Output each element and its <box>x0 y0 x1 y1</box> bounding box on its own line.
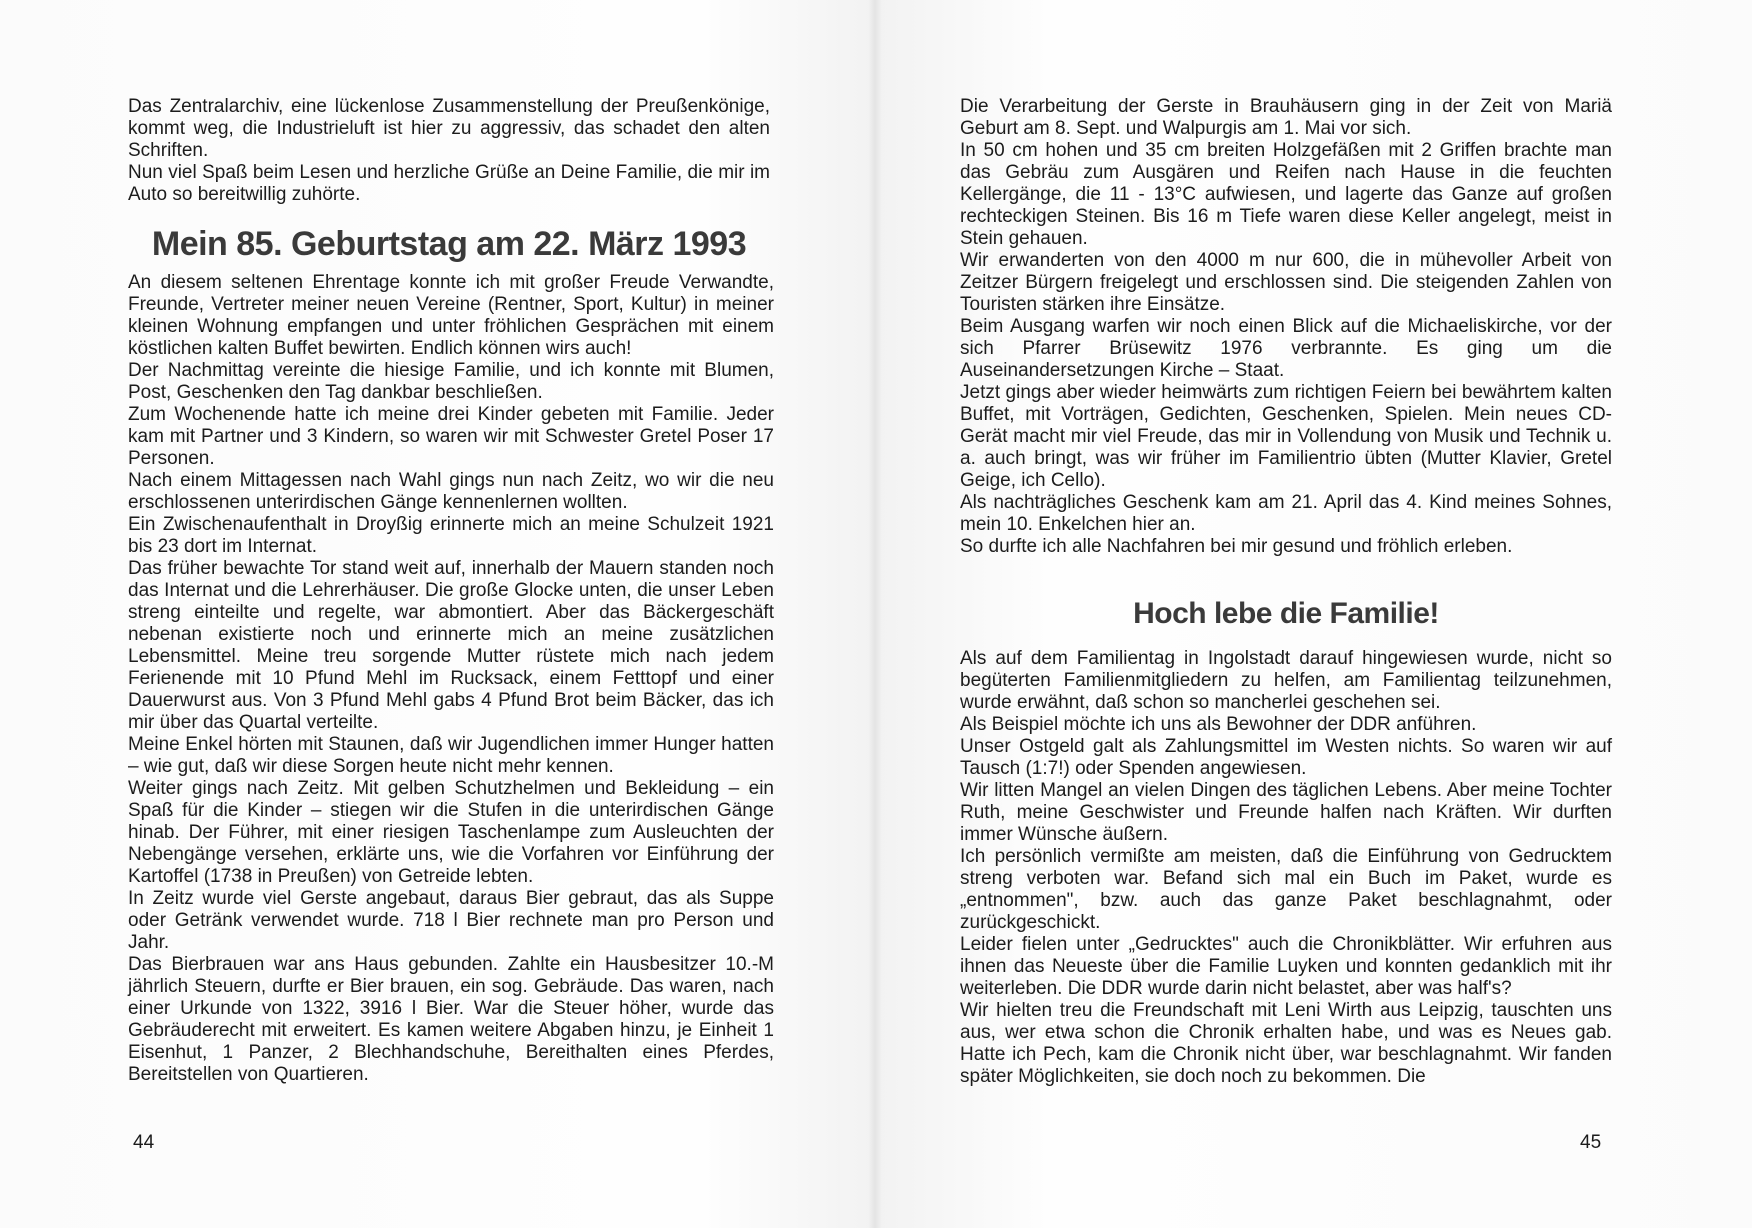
page-number-right: 45 <box>1580 1132 1602 1153</box>
right-body-paragraph: Wir hielten treu die Freundschaft mit Leni Wirth aus Leipzig, tauschten uns aus, wer etwa schon die Chronik erhalten habe, und was es Neues gab. Hatte ich Pech, kam die Chronik nicht über, war beschlagnahmt. Wir fanden später Möglichkeiten, sie doch noch zu bekommen. Die <box>960 1000 1612 1087</box>
right-body-text <box>960 648 1612 1088</box>
left-body-paragraph: In Zeitz wurde viel Gerste angebaut, daraus Bier gebraut, das als Suppe oder Getränk verwendet wurde. 718 l Bier rechnete man pro Person und Jahr. <box>128 888 774 953</box>
right-top-paragraph: So durfte ich alle Nachfahren bei mir gesund und fröhlich erleben. <box>960 536 1513 557</box>
right-top-paragraph: In 50 cm hohen und 35 cm breiten Holzgefäßen mit 2 Griffen brachte man das Gebräu zum Ausgären und Reifen nach Hause in die feuchten Kellergänge, die 11 - 13°C aufwiesen, und lagerte das Ganze auf großen rechteckigen Steinen. Bis 16 m Tiefe waren diese Keller angelegt, meist in Stein gehauen. <box>960 140 1612 249</box>
right-top-paragraph: Beim Ausgang warfen wir noch einen Blick auf die Michaeliskirche, vor der sich Pfarrer Brüsewitz 1976 verbrannte. Es ging um die Auseinandersetzungen Kirche – Staat. <box>960 316 1612 381</box>
right-section-heading: Hoch lebe die Familie! <box>1133 597 1439 630</box>
right-body-paragraph: Ich persönlich vermißte am meisten, daß die Einführung von Gedrucktem streng verboten war. Befand sich mal ein Buch im Paket, wurde es „entnommen", bzw. auch das ganze Paket beschlagnahmt, oder zurückgeschickt. <box>960 846 1612 933</box>
right-top-paragraph: Wir erwanderten von den 4000 m nur 600, die in mühevoller Arbeit von Zeitzer Bürgern freigelegt und erschlossen sind. Die steigenden Zahlen von Touristen stärken ihre Einsätze. <box>960 250 1612 315</box>
right-body-paragraph: Als Beispiel möchte ich uns als Bewohner der DDR anführen. <box>960 714 1477 735</box>
right-body-paragraph: Als auf dem Familientag in Ingolstadt darauf hingewiesen wurde, nicht so begüterten Familienmitgliedern zu helfen, am Familientag teilzunehmen, wurde erwähnt, daß schon so mancherlei geschehen sei. <box>960 648 1612 713</box>
left-body-paragraph: Weiter gings nach Zeitz. Mit gelben Schutzhelmen und Bekleidung – ein Spaß für die Kinder – stiegen wir die Stufen in die unterirdischen Gänge hinab. Der Führer, mit einer riesigen Taschenlampe zum Ausleuchten der Nebengänge versehen, erklärte uns, wie die Vorfahren vor Einführung der Kartoffel (1738 in Preußen) von Getreide lebten. <box>128 778 774 887</box>
right-top-text <box>960 96 1612 558</box>
left-body-paragraph: Das Bierbrauen war ans Haus gebunden. Zahlte ein Hausbesitzer 10.-M jährlich Steuern, durfte er Bier brauen, ein sog. Gebräude. Das waren, nach einer Urkunde von 1322, 3916 l Bier. War die Steuer höher, wurde das Gebräuderecht mit erweitert. Es kamen weitere Abgaben hinzu, je Einheit 1 Eisenhut, 1 Panzer, 2 Blechhandschuhe, Bereithalten eines Pferdes, Bereitstellen von Quartieren. <box>128 954 774 1085</box>
left-body-paragraph: Ein Zwischenaufenthalt in Droyßig erinnerte mich an meine Schulzeit 1921 bis 23 dort im Internat. <box>128 514 774 557</box>
right-body-paragraph: Unser Ostgeld galt als Zahlungsmittel im Westen nichts. So waren wir auf Tausch (1:7!) oder Spenden angewiesen. <box>960 736 1612 779</box>
left-body-paragraph: Das früher bewachte Tor stand weit auf, innerhalb der Mauern standen noch das Internat und die Lehrerhäuser. Die große Glocke unten, die unser Leben streng einteilte und regelte, war abmontiert. Aber das Bäckergeschäft nebenan existierte noch und erinnerte mich an meine zusätzlichen Lebensmittel. Meine treu sorgende Mutter rüstete mich nach jedem Ferienende mit 10 Pfund Mehl im Rucksack, einem Fetttopf und einer Dauerwurst aus. Von 3 Pfund Mehl gabs 4 Pfund Brot beim Bäcker, das ich mir über das Quartal verteilte. <box>128 558 774 733</box>
page-number-left: 44 <box>133 1132 155 1153</box>
left-intro-paragraph: Nun viel Spaß beim Lesen und herzliche Grüße an Deine Familie, die mir im Auto so bereitwillig zuhörte. <box>128 162 770 205</box>
right-page <box>876 0 1752 1228</box>
left-body-paragraph: Meine Enkel hörten mit Staunen, daß wir Jugendlichen immer Hunger hatten – wie gut, daß wir diese Sorgen heute nicht mehr kennen. <box>128 734 774 777</box>
left-body-paragraph: Der Nachmittag vereinte die hiesige Familie, und ich konnte mit Blumen, Post, Geschenken den Tag dankbar beschließen. <box>128 360 774 403</box>
left-body-paragraph: An diesem seltenen Ehrentage konnte ich mit großer Freude Verwandte, Freunde, Vertreter meiner neuen Vereine (Rentner, Sport, Kultur) in meiner kleinen Wohnung empfangen und unter fröhlichen Gesprächen mit einem köstlichen kalten Buffet bewirten. Endlich können wirs auch! <box>128 272 774 359</box>
left-body-paragraph: Zum Wochenende hatte ich meine drei Kinder gebeten mit Familie. Jeder kam mit Partner und 3 Kindern, so waren wir mit Schwester Gretel Poser 17 Personen. <box>128 404 774 469</box>
left-intro-paragraph: Das Zentralarchiv, eine lückenlose Zusammenstellung der Preußenkönige, kommt weg, die Industrieluft ist hier zu aggressiv, das schadet den alten Schriften. <box>128 96 770 161</box>
right-top-paragraph: Jetzt gings aber wieder heimwärts zum richtigen Feiern bei bewährtem kalten Buffet, mit Vorträgen, Gedichten, Geschenken, Spielen. Mein neues CD-Gerät macht mir viel Freude, das mir in Vollendung von Musik und Technik u. a. auch bringt, was wir früher im Familientrio übten (Mutter Klavier, Gretel Geige, ich Cello). <box>960 382 1612 491</box>
right-top-paragraph: Die Verarbeitung der Gerste in Brauhäusern ging in der Zeit von Mariä Geburt am 8. Sept. und Walpurgis am 1. Mai vor sich. <box>960 96 1612 139</box>
left-intro-text <box>128 96 770 206</box>
right-body-paragraph: Leider fielen unter „Gedrucktes" auch die Chronikblätter. Wir erfuhren aus ihnen das Neueste über die Familie Luyken und konnten gedanklich mit ihr weiterleben. Die DDR wurde darin nicht belastet, aber was half's? <box>960 934 1612 999</box>
left-section-heading: Mein 85. Geburtstag am 22. März 1993 <box>151 225 747 263</box>
right-top-paragraph: Als nachträgliches Geschenk kam am 21. April das 4. Kind meines Sohnes, mein 10. Enkelchen hier an. <box>960 492 1612 535</box>
left-body-paragraph: Nach einem Mittagessen nach Wahl gings nun nach Zeitz, wo wir die neu erschlossenen unterirdischen Gänge kennenlernen wollten. <box>128 470 774 513</box>
right-body-paragraph: Wir litten Mangel an vielen Dingen des täglichen Lebens. Aber meine Tochter Ruth, meine Geschwister und Freunde halfen nach Kräften. Wir durften immer Wünsche äußern. <box>960 780 1612 845</box>
left-body-text <box>128 272 774 1086</box>
